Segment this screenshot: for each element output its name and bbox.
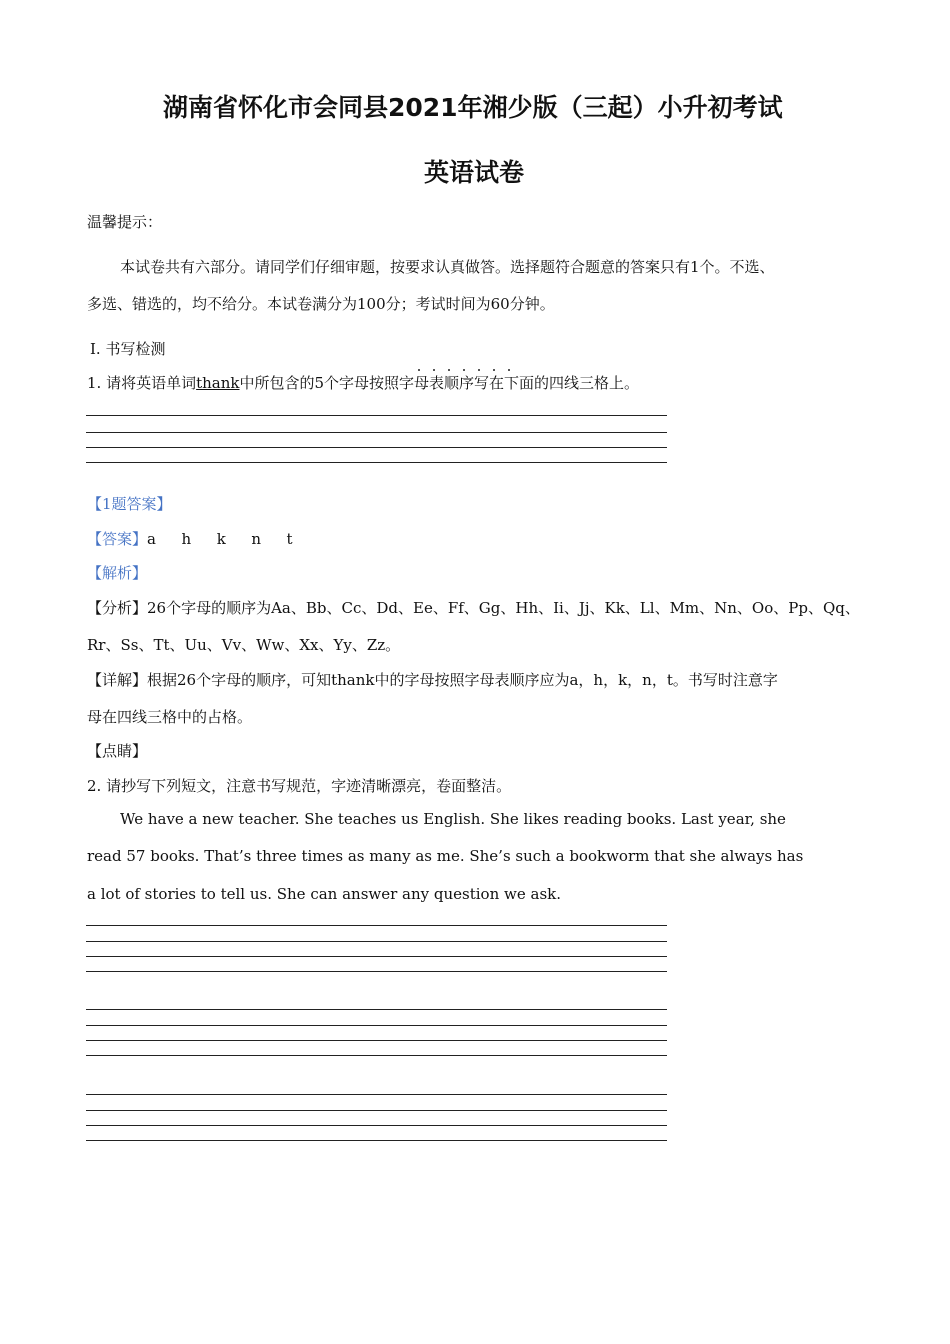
answer-label: 【答案】 <box>87 530 148 548</box>
fenxi-line-2: Rr、Ss、Tt、Uu、Vv、Ww、Xx、Yy、Zz。 <box>87 636 401 654</box>
fenxi-text-1: 26个字母的顺序为Aa、Bb、Cc、Dd、Ee、Ff、Gg、Hh、Ii、Jj、Kk、Ll、Mm、Nn、Oo、Pp、Qq、 <box>147 599 860 617</box>
intro-line-1: 本试卷共有六部分。请同学们仔细审题，按要求认真做答。选择题符合题意的答案只有1个。不选、 <box>120 258 775 276</box>
question-2: 2. 请抄写下列短文，注意书写规范，字迹清晰漂亮，卷面整洁。 <box>87 777 512 795</box>
answer-value: a h k n t <box>147 530 293 548</box>
answer-1-header: 【1题答案】 <box>87 495 172 513</box>
four-line-grid[interactable] <box>86 1009 667 1059</box>
question-1-post: 中所包含的5个字母按照字母表顺序写在下面的四线三格上。 <box>239 374 640 392</box>
detail-line-2: 母在四线三格中的占格。 <box>87 708 253 726</box>
question-1 <box>87 372 639 393</box>
page-title-line1: 湖南省怀化市会同县2021年湘少版（三起）小升初考试 <box>163 93 783 122</box>
fenxi-line-1 <box>87 597 860 618</box>
detail-text-1: 根据26个字母的顺序，可知thank中的字母按照字母表顺序应为a，h，k，n，t。书写时注意字 <box>147 671 778 689</box>
passage-line-2: read 57 books. That’s three times as many as me. She’s such a bookworm that she always has <box>87 847 804 865</box>
analysis-label: 【解析】 <box>87 564 148 582</box>
detail-label: 【详解】 <box>87 671 148 689</box>
question-1-word: thank <box>196 374 240 392</box>
intro-line-2: 多选、错选的，均不给分。本试卷满分为100分；考试时间为60分钟。 <box>87 295 555 313</box>
fenxi-label: 【分析】 <box>87 599 148 617</box>
section-heading: Ⅰ. 书写检测 <box>90 340 166 358</box>
question-1-pre: 请将英语单词 <box>106 374 197 392</box>
four-line-grid[interactable] <box>86 415 667 465</box>
question-1-number: 1. <box>87 374 102 392</box>
passage-line-1: We have a new teacher. She teaches us English. She likes reading books. Last year, she <box>120 810 786 828</box>
passage-line-3: a lot of stories to tell us. She can answer any question we ask. <box>87 885 562 903</box>
four-line-grid[interactable] <box>86 925 667 975</box>
four-line-grid[interactable] <box>86 1094 667 1144</box>
detail-line-1 <box>87 669 778 690</box>
dianjing-label: 【点睛】 <box>87 742 148 760</box>
answer-line <box>87 528 293 549</box>
tips-label: 温馨提示： <box>87 213 163 231</box>
page-title-line2: 英语试卷 <box>424 158 525 187</box>
